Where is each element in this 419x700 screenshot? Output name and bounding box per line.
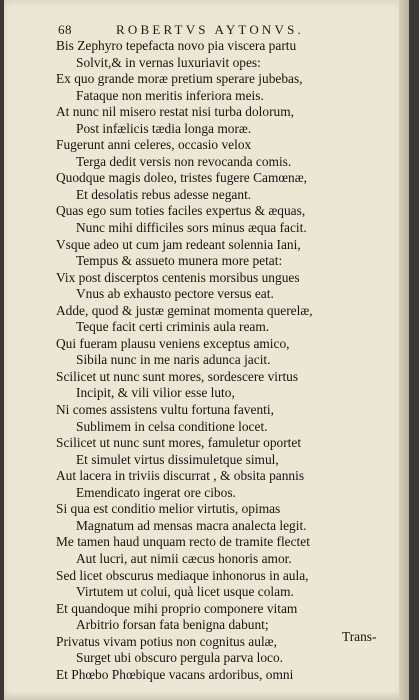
poem-line: Quodque magis doleo, tristes fugere Camœnæ, xyxy=(56,170,308,186)
poem-line: Incipit, & vili vilior esse luto, xyxy=(76,385,235,401)
poem-line: Scilicet ut nunc sunt mores, sordescere virtus xyxy=(56,368,299,384)
poem-line: Ex quo grande moræ pretium sperare jubebas, xyxy=(56,71,303,87)
poem-line: Adde, quod & justæ geminat momenta querelæ, xyxy=(56,302,313,318)
poem-line: Terga dedit versis non revocanda comis. xyxy=(76,153,292,169)
poem-line: Privatus vivam potius non cognitus aulæ, xyxy=(56,633,277,649)
poem-line: Surget ubi obscuro pergula parva loco. xyxy=(76,650,284,666)
poem-line: Arbitrio forsan fata benigna dabunt; xyxy=(76,617,269,633)
poem-line: Sublimem in celsa conditione locet. xyxy=(76,418,268,434)
poem-line: Et desolatis rebus adesse negant. xyxy=(76,186,252,202)
poem-line: Vix post discerptos centenis morsibus ungues xyxy=(56,269,300,285)
running-head: ROBERTVS AYTONVS. xyxy=(116,22,304,37)
book-page xyxy=(4,0,409,700)
poem-line: Nunc mihi difficiles sors minus æqua facit. xyxy=(76,220,307,236)
poem-line: Vsque adeo ut cum jam redeant solennia Iani, xyxy=(56,236,301,252)
poem-line: Virtutem ut colui, quà licet usque colam. xyxy=(76,584,294,600)
poem-line: Bis Zephyro tepefacta novo pia viscera partu xyxy=(56,38,297,53)
page-header xyxy=(58,22,358,38)
poem-line: Vnus ab exhausto pectore versus eat. xyxy=(76,286,274,302)
poem-line: Magnatum ad mensas macra analecta legit. xyxy=(76,517,307,533)
poem-line: Emendicato ingerat ore cibos. xyxy=(76,484,236,500)
poem-text xyxy=(56,38,386,683)
poem-line: Ni comes assistens vultu fortuna faventi, xyxy=(56,402,274,418)
poem-line: Teque facit certi criminis aula ream. xyxy=(76,319,270,335)
poem-line: Qui fueram plausu veniens exceptus amico, xyxy=(56,335,290,351)
poem-line: Tempus & assueto munera more petat: xyxy=(76,253,283,269)
poem-line: Aut lacera in triviis discurrat , & obsita pannis xyxy=(56,468,305,484)
poem-line: Fataque non meritis inferiora meis. xyxy=(76,87,264,103)
poem-line: Post infælicis tædia longa moræ. xyxy=(76,120,252,136)
poem-line: Aut lucri, aut nimii cæcus honoris amor. xyxy=(76,550,292,566)
poem-line: Scilicet ut nunc sunt mores, famuletur oportet xyxy=(56,435,302,451)
poem-line: Sed licet obscurus mediaque inhonorus in aula, xyxy=(56,567,309,583)
poem-line: Fugerunt anni celeres, occasio velox xyxy=(56,137,252,153)
poem-line: Me tamen haud unquam recto de tramite flectet xyxy=(56,534,310,550)
poem-line: Et Phœbo Phœbique vacans ardoribus, omni xyxy=(56,666,294,682)
poem-line: Et quandoque mihi proprio componere vitam xyxy=(56,600,298,616)
poem-line: At nunc nil misero restat nisi turba dolorum, xyxy=(56,104,295,120)
poem-line: Quas ego sum toties faciles expertus & æquas, xyxy=(56,203,306,219)
page-number: 68 xyxy=(58,22,72,37)
poem-line: Sibila nunc in me naris adunca jacit. xyxy=(76,352,271,368)
poem-line: Et simulet virtus dissimuletque simul, xyxy=(76,451,279,467)
page-gutter-shadow xyxy=(399,0,409,700)
poem-line: Solvit,& in vernas luxuriavit opes: xyxy=(76,54,261,70)
catchword: Trans- xyxy=(342,629,377,644)
poem-line: Si qua est conditio melior virtutis, opimas xyxy=(56,501,281,517)
